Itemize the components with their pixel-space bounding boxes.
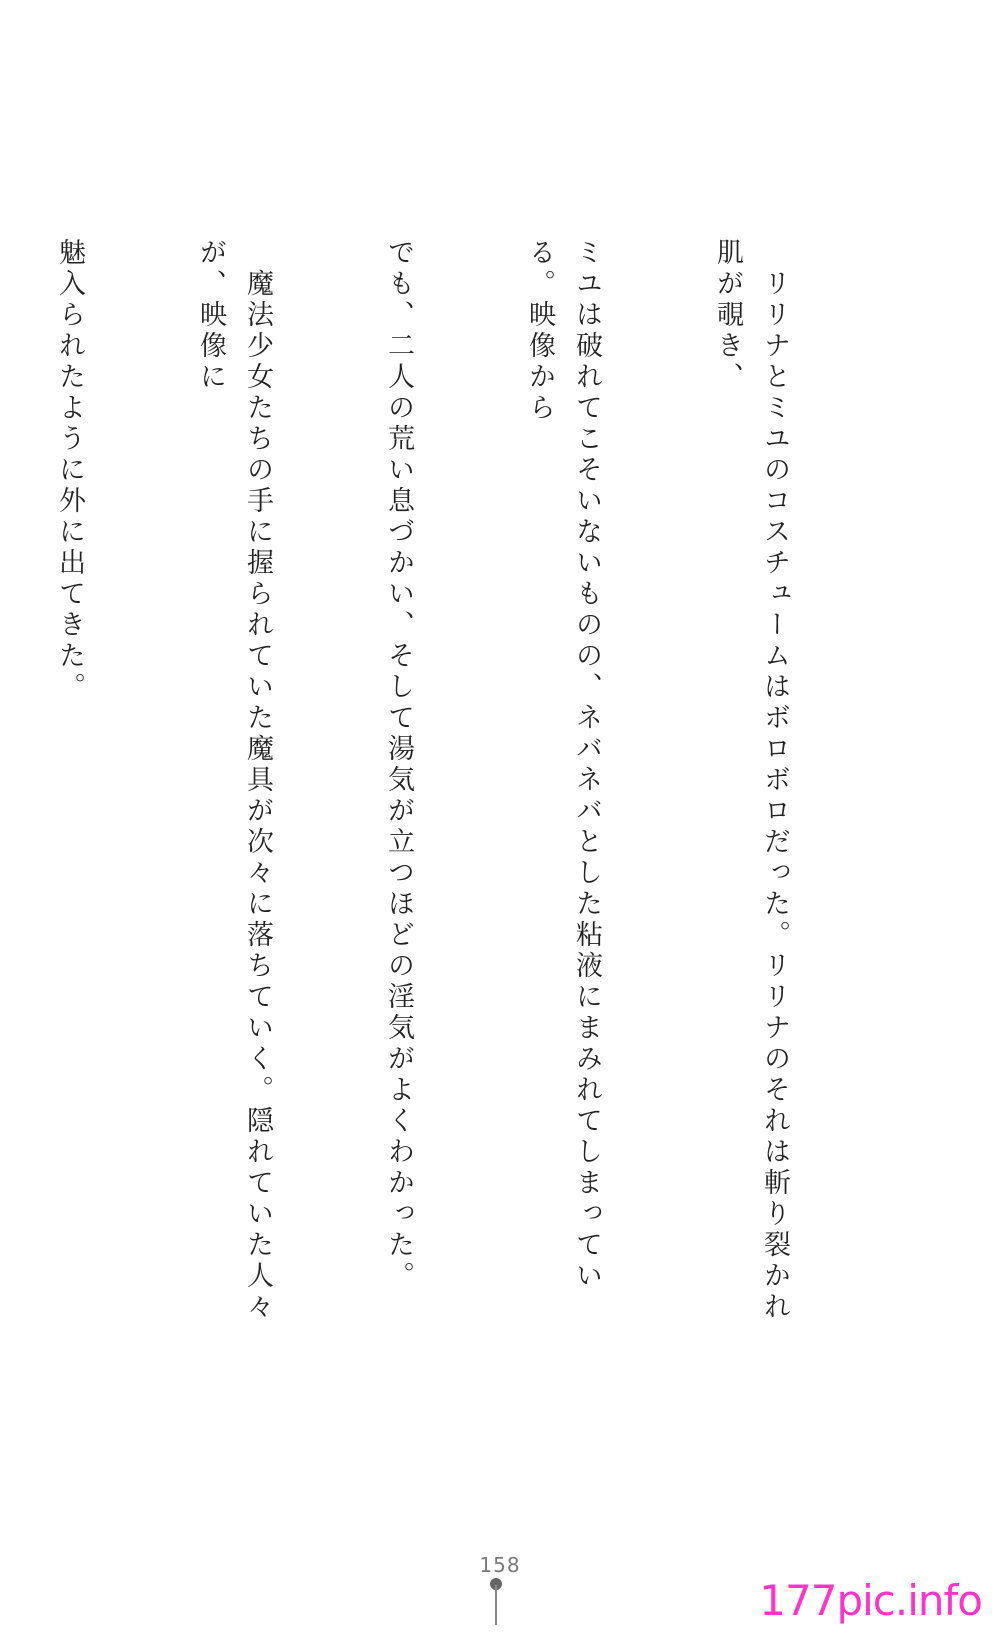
text-line: ミユは破れてこそいないものの、ネバネバとした粘液にまみれてしまっている。映像から — [524, 238, 602, 1292]
watermark: 177pic.info — [759, 1576, 982, 1625]
page-number: 158 — [479, 1553, 521, 1577]
text-line: 魅入られたように外に出てきた。 — [54, 238, 85, 703]
text-line: でも、二人の荒い息づかい、そして湯気が立つほどの淫気がよくわかった。 — [383, 238, 414, 1292]
text-line: リリナとミユのコスチュームはボロボロだった。リリナのそれは斬り裂かれ肌が覗き、 — [712, 238, 790, 1323]
body-text — [0, 238, 892, 1338]
page-marker-line — [495, 1585, 497, 1625]
text-line: 魔法少女たちの手に握られていた魔具が次々に落ちていく。隠れていた人々が、映像に — [195, 238, 273, 1323]
